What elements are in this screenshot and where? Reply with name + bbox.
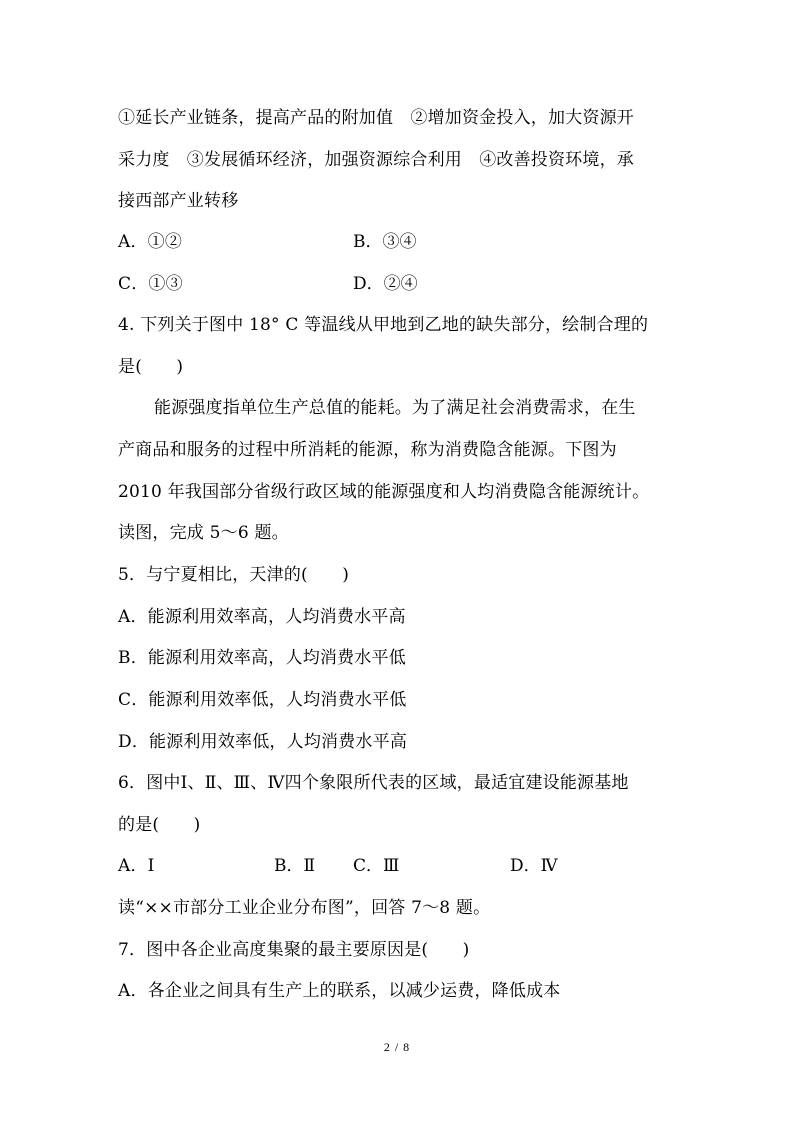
passage-line-3: 2010 年我国部分省级行政区域的能源强度和人均消费隐含能源统计。: [118, 482, 650, 502]
q7-q8-intro: 读“××市部分工业企业分布图”，回答 7～8 题。: [118, 898, 491, 918]
q3-option-b: B．③④: [353, 232, 417, 252]
q6-stem-line-2: 的是( ): [118, 815, 201, 835]
q3-stem-line-2: 采力度 ③发展循环经济，加强资源综合利用 ④改善投资环境，承: [118, 150, 634, 170]
q5-option-b: B．能源利用效率高，人均消费水平低: [118, 648, 406, 668]
q3-option-c: C．①③: [118, 274, 183, 294]
q6-option-b: B．Ⅱ: [274, 856, 316, 876]
passage-line-1: 能源强度指单位生产总值的能耗。为了满足社会消费需求，在生: [154, 398, 636, 418]
q3-option-a: A．①②: [118, 232, 183, 252]
q4-stem-line-1: 4. 下列关于图中 18° C 等温线从甲地到乙地的缺失部分，绘制合理的: [118, 315, 649, 335]
q7-stem: 7．图中各企业高度集聚的最主要原因是( ): [118, 940, 470, 960]
q5-option-a: A．能源利用效率高，人均消费水平高: [118, 607, 406, 627]
passage-line-4: 读图，完成 5～6 题。: [118, 523, 289, 543]
q5-stem: 5．与宁夏相比，天津的( ): [118, 565, 350, 585]
passage-line-2: 产商品和服务的过程中所消耗的能源，称为消费隐含能源。下图为: [118, 440, 617, 460]
q6-option-a: A．Ⅰ: [118, 856, 155, 876]
q6-stem-line-1: 6．图中Ⅰ、Ⅱ、Ⅲ、Ⅳ四个象限所代表的区域，最适宜建设能源基地: [118, 773, 629, 793]
q6-option-c: C．Ⅲ: [353, 856, 400, 876]
q3-stem-line-1: ①延长产业链条，提高产品的附加值 ②增加资金投入，加大资源开: [118, 108, 634, 128]
q5-option-c: C．能源利用效率低，人均消费水平低: [118, 690, 407, 710]
q7-option-a: A．各企业之间具有生产上的联系，以减少运费，降低成本: [118, 981, 561, 1001]
q3-stem-line-3: 接西部产业转移: [118, 191, 239, 211]
q3-option-d: D．②④: [353, 274, 418, 294]
q5-option-d: D．能源利用效率低，人均消费水平高: [118, 732, 408, 752]
q6-option-d: D．Ⅳ: [510, 856, 558, 876]
q4-stem-line-2: 是( ): [118, 357, 184, 377]
page-number: 2 / 8: [383, 1040, 411, 1054]
